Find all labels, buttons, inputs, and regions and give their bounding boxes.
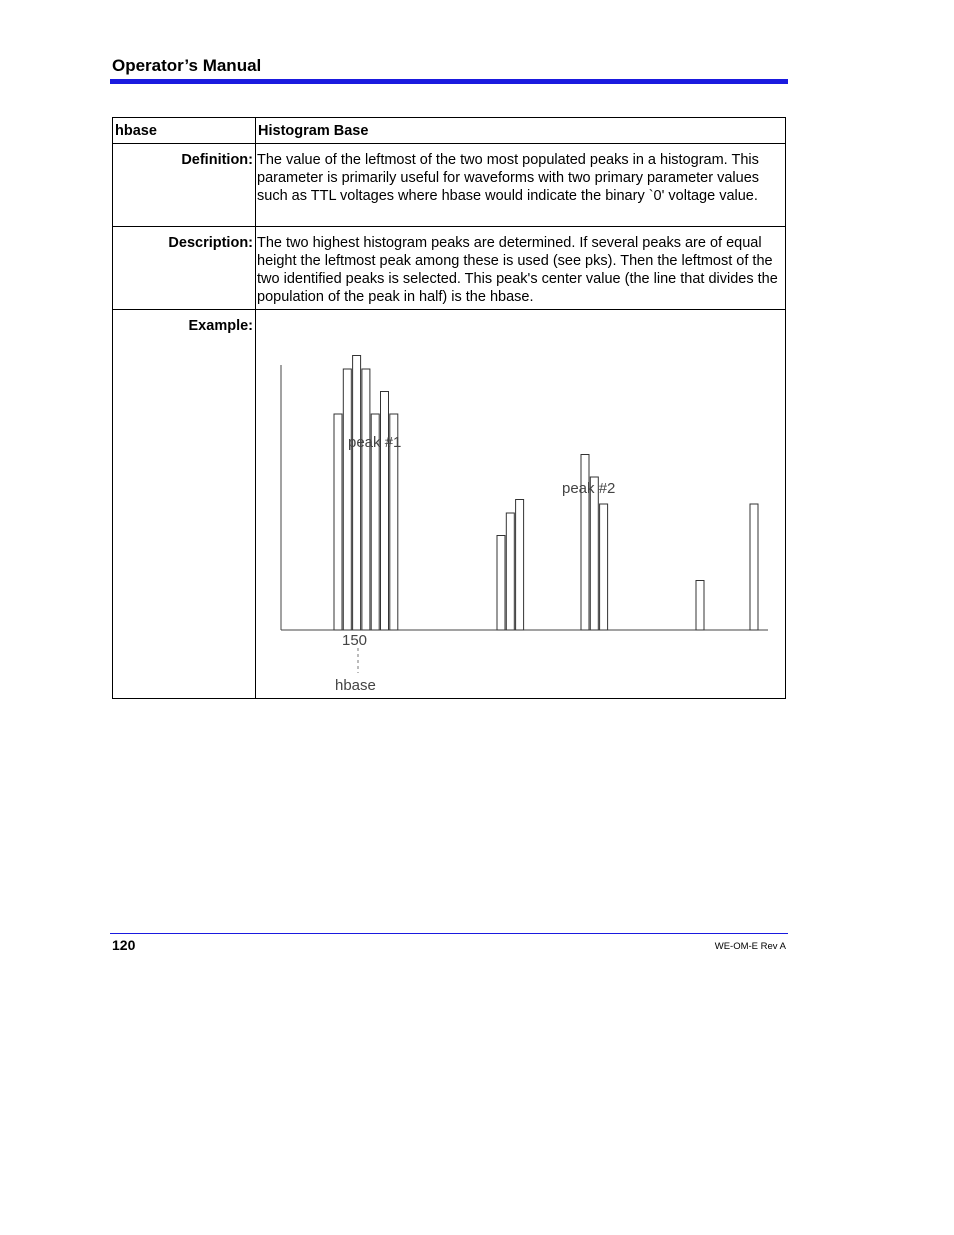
histogram-bar (343, 369, 351, 630)
description-label: Description: (113, 227, 256, 310)
x-tick-label: 150 (342, 632, 368, 649)
histogram-bar (516, 500, 524, 631)
histogram-chart (256, 310, 785, 691)
page-number: 120 (112, 937, 136, 953)
hbase-label: hbase (335, 677, 376, 691)
histogram-bar (696, 581, 704, 631)
histogram-bar (362, 369, 370, 630)
peak-1-label: peak #1 (348, 434, 402, 451)
description-row (113, 227, 786, 310)
page-header-title: Operator’s Manual (112, 56, 262, 75)
example-row (113, 310, 786, 699)
footer-rule (110, 933, 788, 934)
histogram-bar (600, 504, 608, 630)
description-text: The two highest histogram peaks are determined. If several peaks are of equal height the leftmost peak among these is used (see pks). Then the leftmost of the two identified peaks is selected. This peak's center value (the line that divides the population of the peak in half) is the hbase. (256, 227, 786, 310)
histogram-bar (334, 414, 342, 630)
bar-group (334, 356, 758, 631)
parameter-table (112, 117, 786, 699)
histogram-bar (750, 504, 758, 630)
histogram-bar (497, 536, 505, 631)
histogram-bar (381, 392, 389, 631)
example-cell (256, 310, 786, 699)
param-name: hbase (113, 118, 256, 144)
histogram-bar (590, 477, 598, 630)
param-title: Histogram Base (256, 118, 786, 144)
header-rule (110, 79, 788, 84)
histogram-svg (256, 310, 788, 691)
definition-label: Definition: (113, 144, 256, 227)
example-label: Example: (113, 310, 256, 699)
peak-2-label: peak #2 (562, 480, 616, 497)
document-id: WE-OM-E Rev A (714, 941, 786, 952)
histogram-bar (506, 513, 514, 630)
table-header-row (113, 118, 786, 144)
histogram-bar (353, 356, 361, 631)
definition-text: The value of the leftmost of the two most populated peaks in a histogram. This parameter is primarily useful for waveforms with two primary parameter values such as TTL voltages where hbase would indicate the binary `0' voltage value. (256, 144, 786, 227)
definition-row (113, 144, 786, 227)
